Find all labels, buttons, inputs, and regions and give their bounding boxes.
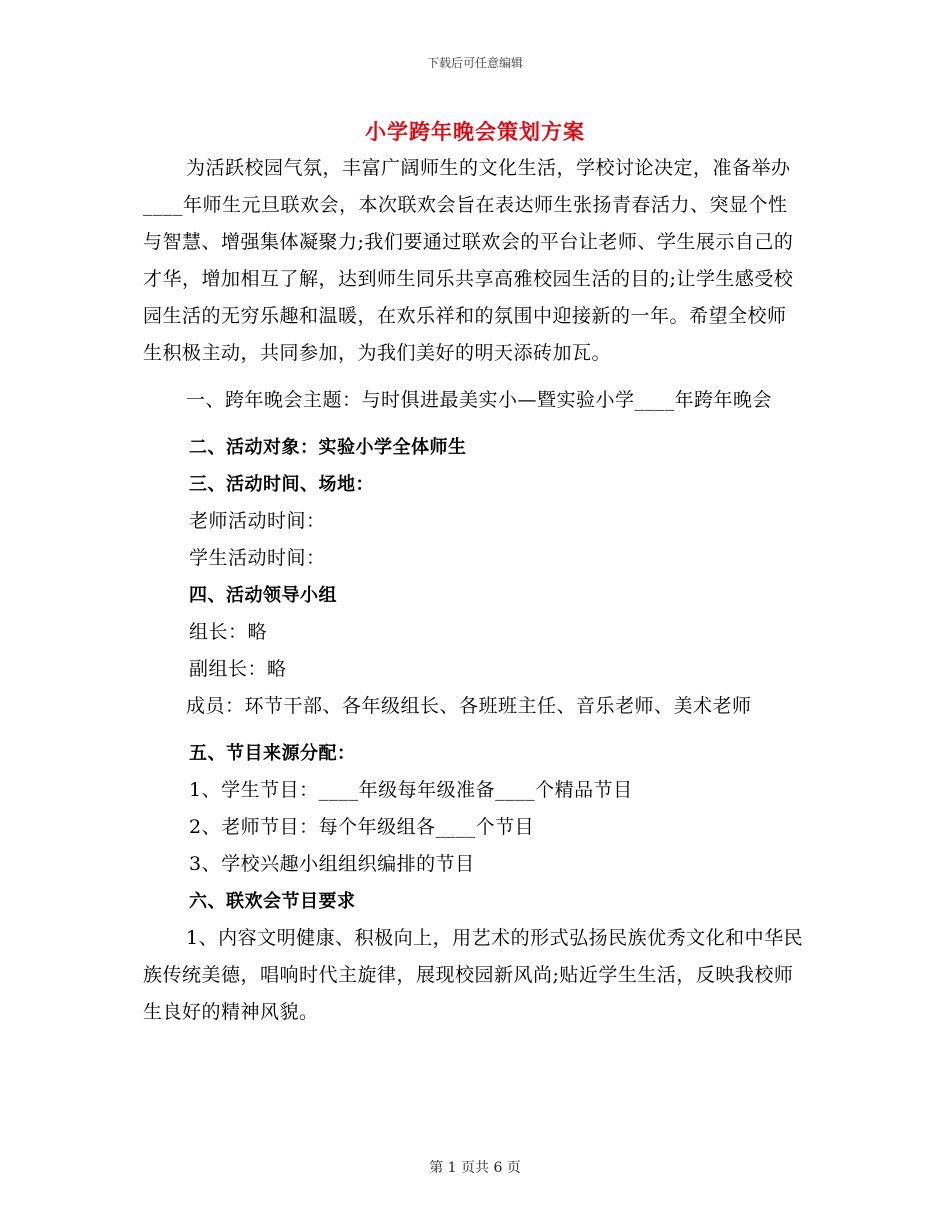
group-members: 成员：环节干部、各年级组长、各班班主任、音乐老师、美术老师 — [186, 695, 752, 717]
section-time-venue: 三、活动时间、场地： — [189, 474, 374, 495]
intro-paragraph: 为活跃校园气氛，丰富广阔师生的文化生活，学校讨论决定，准备举办____年师生元旦联欢会，本次联欢会旨在表达师生张扬青春活力、突显个性与智慧、增强集体凝聚力;我们要通过联欢会的平台让老师、学生展示自己的才华，增加相互了解，达到师生同乐共享高雅校园生活的目的;让学生感受校园生活的无穷乐趣和温暖，在欢乐祥和的氛围中迎接新的一年。希望全校师生积极主动，共同参加，为我们美好的明天添砖加瓦。 — [143, 157, 794, 364]
document-body — [143, 150, 805, 1031]
requirement-1: 1、内容文明健康、积极向上，用艺术的形式弘扬民族优秀文化和中华民族传统美德，唱响时代主旋律，展现校园新风尚;贴近学生生活，反映我校师生良好的精神风貌。 — [143, 927, 804, 1023]
page-header: 下载后可任意编辑 — [426, 56, 523, 70]
document-title: 小学跨年晚会策划方案 — [365, 119, 585, 144]
source-student: 1、学生节目：____年级每年级准备____个精品节目 — [189, 779, 633, 801]
student-time: 学生活动时间： — [189, 547, 326, 569]
source-interest-group: 3、学校兴趣小组组织编排的节目 — [189, 853, 475, 875]
vice-leader: 副组长：略 — [189, 658, 287, 680]
page-footer: 第 1 页共 6 页 — [429, 1160, 521, 1176]
group-leader: 组长：略 — [189, 621, 268, 643]
section-program-source: 五、节目来源分配： — [189, 743, 356, 764]
section-audience: 二、活动对象：实验小学全体师生 — [189, 437, 467, 458]
teacher-time: 老师活动时间： — [189, 510, 326, 532]
section-leadership: 四、活动领导小组 — [189, 585, 337, 606]
section-program-requirements: 六、联欢会节目要求 — [189, 891, 356, 912]
source-teacher: 2、老师节目：每个年级组各____个节目 — [189, 816, 535, 838]
section-theme: 一、跨年晚会主题：与时俱进最美实小—暨实验小学____年跨年晚会 — [186, 389, 773, 411]
